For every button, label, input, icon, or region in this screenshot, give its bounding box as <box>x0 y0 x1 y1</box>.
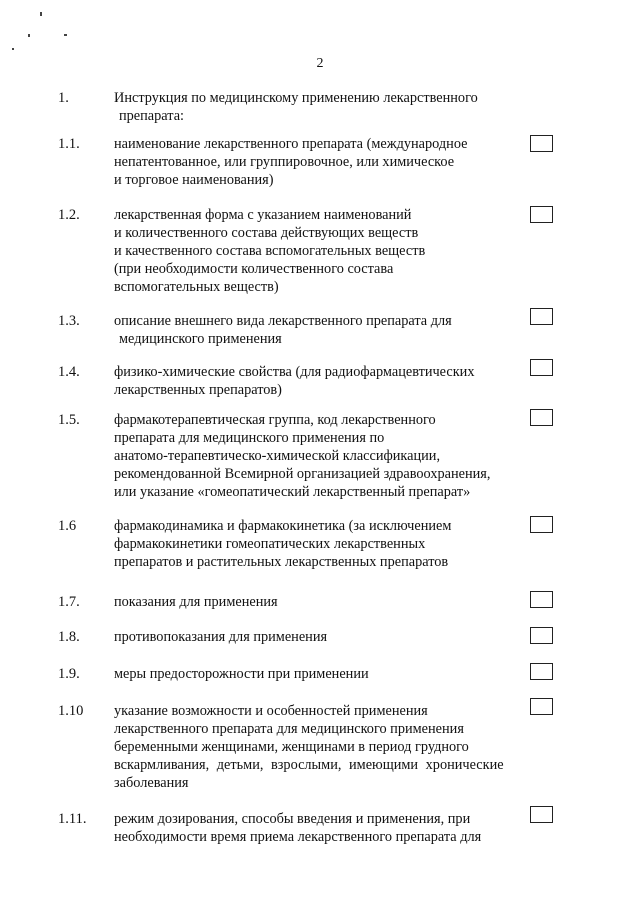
item-line: указание возможности и особенностей применения <box>114 703 428 719</box>
item-line: и качественного состава вспомогательных веществ <box>114 243 426 259</box>
item-line: фармакокинетики гомеопатических лекарственных <box>114 536 426 552</box>
item-number: 1.11. <box>58 811 87 827</box>
item-line: и количественного состава действующих веществ <box>114 225 419 241</box>
item-number: 1.6 <box>58 518 77 534</box>
item-text <box>114 517 524 571</box>
item-line: непатентованное, или группировочное, или химическое <box>114 154 455 170</box>
scan-speck <box>64 34 67 36</box>
checkbox-1-10[interactable] <box>530 698 553 715</box>
item-line: рекомендованной Всемирной организацией здравоохранения, <box>114 466 491 482</box>
item-number: 1.2. <box>58 207 80 223</box>
page-number: 2 <box>316 56 324 71</box>
item-line: фармакодинамика и фармакокинетика (за исключением <box>114 518 452 534</box>
checkbox-1-9[interactable] <box>530 663 553 680</box>
item-text <box>114 312 524 348</box>
item-line: наименование лекарственного препарата (международное <box>114 136 468 152</box>
item-line: режим дозирования, способы введения и применения, при <box>114 811 471 827</box>
item-line: и торговое наименования) <box>114 172 274 188</box>
item-line: препарата для медицинского применения по <box>114 430 385 446</box>
item-line: препарата: <box>119 108 185 124</box>
scan-speck <box>28 34 30 37</box>
item-text <box>114 206 524 296</box>
item-line: беременными женщинами, женщинами в период грудного <box>114 739 469 755</box>
checkbox-1-3[interactable] <box>530 308 553 325</box>
item-number: 1.3. <box>58 313 80 329</box>
item-text <box>114 135 524 189</box>
item-line: медицинского применения <box>119 331 282 347</box>
item-number: 1. <box>58 90 69 106</box>
item-line: заболевания <box>114 775 189 791</box>
item-text <box>114 411 524 501</box>
item-line: анатомо-терапевтическо-химической классификации, <box>114 448 441 464</box>
item-text <box>114 702 524 792</box>
item-text <box>114 810 524 846</box>
item-line: необходимости время приема лекарственного препарата для <box>114 829 482 845</box>
checkbox-1-4[interactable] <box>530 359 553 376</box>
item-number: 1.8. <box>58 629 80 645</box>
item-line: лекарственного препарата для медицинского применения <box>114 721 464 737</box>
item-text <box>114 665 524 683</box>
item-line: препаратов и растительных лекарственных препаратов <box>114 554 449 570</box>
item-text <box>114 89 524 125</box>
checkbox-1-8[interactable] <box>530 627 553 644</box>
item-line: (при необходимости количественного состава <box>114 261 394 277</box>
item-number: 1.1. <box>58 136 80 152</box>
item-line: показания для применения <box>114 594 278 610</box>
item-line: лекарственная форма с указанием наименований <box>114 207 412 223</box>
item-number: 1.10 <box>58 703 84 719</box>
item-line: противопоказания для применения <box>114 629 328 645</box>
item-text <box>114 628 524 646</box>
item-line: фармакотерапевтическая группа, код лекарственного <box>114 412 436 428</box>
item-line: вскармливания, детьми, взрослыми, имеющими хронические <box>114 757 504 773</box>
item-number: 1.9. <box>58 666 80 682</box>
item-line: или указание «гомеопатический лекарственный препарат» <box>114 484 471 500</box>
item-line: лекарственных препаратов) <box>114 382 282 398</box>
checkbox-1-6[interactable] <box>530 516 553 533</box>
checkbox-1-11[interactable] <box>530 806 553 823</box>
scan-speck <box>40 12 42 16</box>
checkbox-1-1[interactable] <box>530 135 553 152</box>
item-number: 1.4. <box>58 364 80 380</box>
item-line: вспомогательных веществ) <box>114 279 279 295</box>
checkbox-1-2[interactable] <box>530 206 553 223</box>
item-line: меры предосторожности при применении <box>114 666 369 682</box>
checkbox-1-7[interactable] <box>530 591 553 608</box>
item-number: 1.7. <box>58 594 80 610</box>
item-line: физико-химические свойства (для радиофармацевтических <box>114 364 475 380</box>
item-number: 1.5. <box>58 412 80 428</box>
item-line: описание внешнего вида лекарственного препарата для <box>114 313 452 329</box>
checkbox-1-5[interactable] <box>530 409 553 426</box>
scan-speck <box>12 48 14 50</box>
item-line: Инструкция по медицинскому применению лекарственного <box>114 90 478 106</box>
item-text <box>114 593 524 611</box>
item-text <box>114 363 524 399</box>
